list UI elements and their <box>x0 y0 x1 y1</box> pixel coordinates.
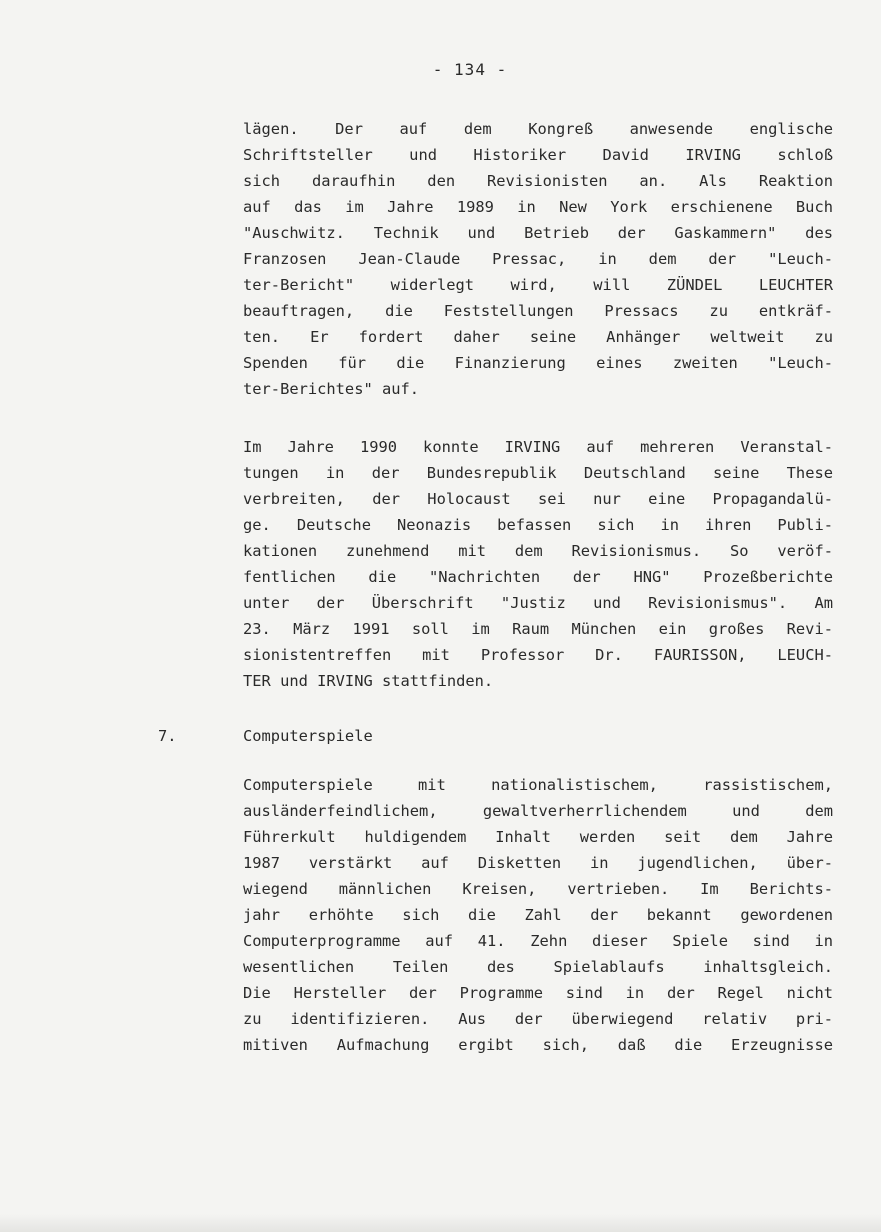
paragraph-irving-1990 <box>243 434 833 694</box>
text-line: Computerspiele mit nationalistischem, rassistischem, <box>243 776 833 794</box>
text-line: mitiven Aufmachung ergibt sich, daß die Erzeugnisse <box>243 1036 833 1054</box>
scan-edge-shadow <box>0 1214 881 1232</box>
text-line: ausländerfeindlichem, gewaltverherrlichendem und dem <box>243 802 833 820</box>
text-line: "Auschwitz. Technik und Betrieb der Gaskammern" des <box>243 224 833 242</box>
text-line: Spenden für die Finanzierung eines zweiten "Leuch- <box>243 354 833 372</box>
text-line: Im Jahre 1990 konnte IRVING auf mehreren Veranstal- <box>243 438 833 456</box>
section-title: Computerspiele <box>243 727 373 745</box>
paragraph-computerspiele <box>243 772 833 1058</box>
text-line: ten. Er fordert daher seine Anhänger weltweit zu <box>243 328 833 346</box>
text-line: fentlichen die "Nachrichten der HNG" Prozeßberichte <box>243 568 833 586</box>
text-line: wesentlichen Teilen des Spielablaufs inhaltsgleich. <box>243 958 833 976</box>
section-number: 7. <box>158 727 177 745</box>
text-line: Die Hersteller der Programme sind in der Regel nicht <box>243 984 833 1002</box>
text-line: Computerprogramme auf 41. Zehn dieser Spiele sind in <box>243 932 833 950</box>
text-line: unter der Überschrift "Justiz und Revisionismus". Am <box>243 594 833 612</box>
text-line: 1987 verstärkt auf Disketten in jugendlichen, über- <box>243 854 833 872</box>
text-line: jahr erhöhte sich die Zahl der bekannt gewordenen <box>243 906 833 924</box>
text-line: ter-Berichtes" auf. <box>243 380 420 398</box>
text-line: Franzosen Jean-Claude Pressac, in dem der "Leuch- <box>243 250 833 268</box>
text-line: zu identifizieren. Aus der überwiegend relativ pri- <box>243 1010 833 1028</box>
text-line: ter-Bericht" widerlegt wird, will ZÜNDEL LEUCHTER <box>243 276 833 294</box>
text-line: ge. Deutsche Neonazis befassen sich in ihren Publi- <box>243 516 833 534</box>
text-line: auf das im Jahre 1989 in New York erschienene Buch <box>243 198 833 216</box>
text-line: beauftragen, die Feststellungen Pressacs zu entkräf- <box>243 302 833 320</box>
text-line: sich daraufhin den Revisionisten an. Als Reaktion <box>243 172 833 190</box>
text-line: 23. März 1991 soll im Raum München ein großes Revi- <box>243 620 833 638</box>
text-line: kationen zunehmend mit dem Revisionismus. So veröf- <box>243 542 833 560</box>
page-number: - 134 - <box>432 60 508 79</box>
text-line: Schriftsteller und Historiker David IRVING schloß <box>243 146 833 164</box>
text-line: tungen in der Bundesrepublik Deutschland seine These <box>243 464 833 482</box>
text-line: lägen. Der auf dem Kongreß anwesende englische <box>243 120 833 138</box>
text-line: verbreiten, der Holocaust sei nur eine Propagandalü- <box>243 490 833 508</box>
text-line: TER und IRVING stattfinden. <box>243 672 494 690</box>
text-line: sionistentreffen mit Professor Dr. FAURISSON, LEUCH- <box>243 646 833 664</box>
paragraph-revisionism-irving <box>243 116 833 402</box>
text-line: wiegend männlichen Kreisen, vertrieben. Im Berichts- <box>243 880 833 898</box>
text-line: Führerkult huldigendem Inhalt werden seit dem Jahre <box>243 828 833 846</box>
